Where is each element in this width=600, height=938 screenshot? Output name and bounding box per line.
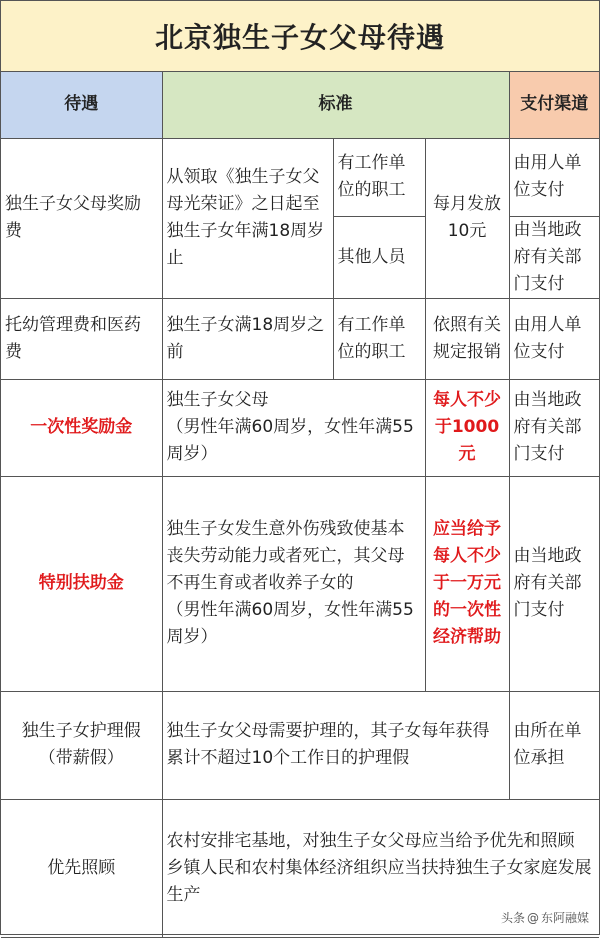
recipient-type: 其他人员 [333, 216, 425, 298]
benefit-standard [162, 476, 425, 691]
watermark-account: 东阿融媒 [540, 911, 589, 925]
benefit-name: 托幼管理费和医药费 [1, 298, 162, 379]
header-payment: 支付渠道 [509, 72, 599, 138]
priority-line: 乡镇人民和农村集体经济组织应当扶持独生子女家庭发展生产 [166, 857, 592, 905]
payment-channel: 由当地政府有关部门支付 [509, 216, 599, 298]
benefit-standard [162, 379, 425, 476]
payment-channel: 由当地政府有关部门支付 [509, 379, 599, 476]
table-row [1, 691, 599, 799]
standard-line: 独生子女发生意外伤残致使基本丧失劳动能力或者死亡，其父母不再生育或者收养子女的 [166, 519, 405, 593]
benefit-standard: 独生子女父母需要护理的，其子女每年获得累计不超过10个工作日的护理假 [162, 691, 509, 799]
benefits-table [1, 72, 599, 938]
table-header-row [1, 72, 599, 138]
table-row [1, 298, 599, 379]
payment-channel: 由所在单位承担 [509, 691, 599, 799]
payment-channel: 由用人单位支付 [509, 298, 599, 379]
benefit-name: 特别扶助金 [1, 476, 162, 691]
standard-age-note: （男性年满60周岁，女性年满55周岁） [166, 417, 414, 464]
table-row [1, 476, 599, 691]
benefit-standard: 独生子女满18周岁之前 [162, 298, 333, 379]
watermark-at: @ [526, 910, 539, 925]
benefit-name: 一次性奖励金 [1, 379, 162, 476]
benefit-name: 优先照顾 [1, 799, 162, 937]
table-row [1, 138, 599, 216]
recipient-type: 有工作单位的职工 [333, 298, 425, 379]
payment-channel: 由用人单位支付 [509, 138, 599, 216]
benefit-amount: 依照有关规定报销 [425, 298, 509, 379]
benefit-name-line: 独生子女护理假 [21, 721, 141, 741]
benefit-amount: 应当给予每人不少于一万元的一次性经济帮助 [425, 476, 509, 691]
header-benefit: 待遇 [1, 72, 162, 138]
header-standard: 标准 [162, 72, 509, 138]
watermark-prefix: 头条 [500, 911, 525, 925]
table-row [1, 379, 599, 476]
recipient-type: 有工作单位的职工 [333, 138, 425, 216]
benefit-amount: 每人不少于1000元 [425, 379, 509, 476]
priority-line: 农村安排宅基地，对独生子女父母应当给予优先和照顾 [166, 830, 575, 851]
payment-channel: 由当地政府有关部门支付 [509, 476, 599, 691]
source-watermark [501, 909, 589, 926]
standard-line: 独生子女父母 [166, 390, 269, 410]
page-title: 北京独生子女父母待遇 [1, 1, 599, 72]
benefit-standard: 从领取《独生子女父母光荣证》之日起至独生子女年满18周岁止 [162, 138, 333, 298]
benefit-amount: 每月发放10元 [425, 138, 509, 298]
benefit-name [1, 691, 162, 799]
benefit-name-note: （带薪假） [38, 748, 124, 768]
benefit-name: 独生子女父母奖励费 [1, 138, 162, 298]
standard-age-note: （男性年满60周岁，女性年满55周岁） [166, 600, 414, 647]
